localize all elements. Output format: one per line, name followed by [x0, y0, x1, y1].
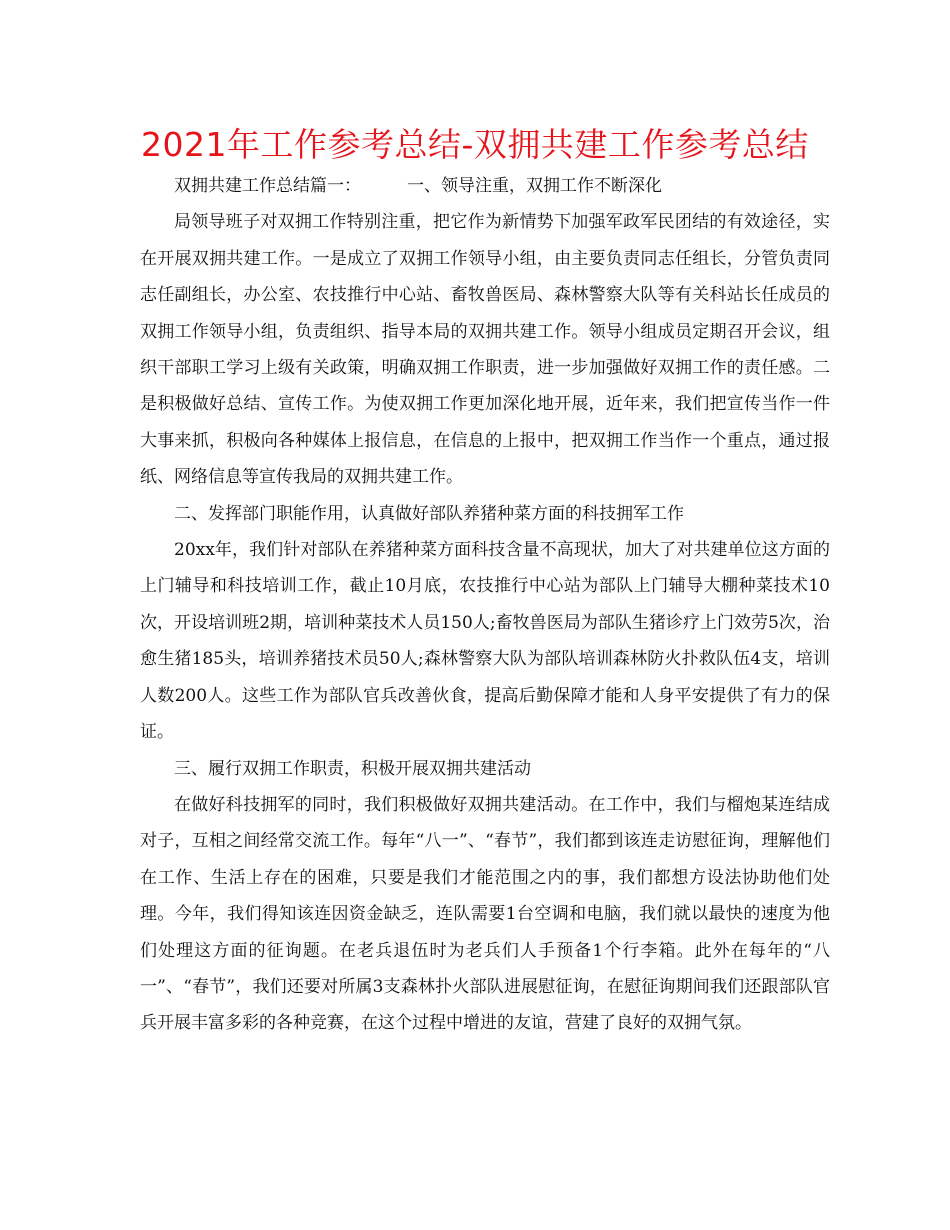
intro-lead: 双拥共建工作总结篇一：	[174, 176, 361, 196]
intro-line	[140, 168, 830, 204]
intro-heading: 一、领导注重，双拥工作不断深化	[407, 176, 662, 196]
document-title: 2021年工作参考总结-双拥共建工作参考总结	[141, 125, 809, 164]
paragraph-1: 局领导班子对双拥工作特别注重，把它作为新情势下加强军政军民团结的有效途径，实在开展双拥共建工作。一是成立了双拥工作领导小组，由主要负责同志任组长，分管负责同志任副组长，办公室、农技推行中心站、畜牧兽医局、森林警察大队等有关科站长任成员的双拥工作领导小组，负责组织、指导本局的双拥共建工作。领导小组成员定期召开会议，组织干部职工学习上级有关政策，明确双拥工作职责，进一步加强做好双拥工作的责任感。二是积极做好总结、宣传工作。为使双拥工作更加深化地开展，近年来，我们把宣传当作一件大事来抓，积极向各种媒体上报信息，在信息的上报中，把双拥工作当作一个重点，通过报纸、网络信息等宣传我局的双拥共建工作。	[140, 212, 830, 488]
document-body	[140, 168, 830, 1042]
section-heading-3: 三、履行双拥工作职责，积极开展双拥共建活动	[174, 758, 531, 779]
paragraph-3: 在做好科技拥军的同时，我们积极做好双拥共建活动。在工作中，我们与榴炮某连结成对子，互相之间经常交流工作。每年“八一”、“春节”，我们都到该连走访慰征询，理解他们在工作、生活上存在的困难，只要是我们才能范围之内的事，我们都想方设法协助他们处理。今年，我们得知该连因资金缺乏，连队需要1台空调和电脑，我们就以最快的速度为他们处理这方面的征询题。在老兵退伍时为老兵们人手预备1个行李箱。此外在每年的“八一”、“春节”，我们还要对所属3支森林扑火部队进展慰征询，在慰征询期间我们还跟部队官兵开展丰富多彩的各种竞赛，在这个过程中增进的友谊，营建了良好的双拥气氛。	[140, 794, 830, 1034]
section-heading-2: 二、发挥部门职能作用，认真做好部队养猪种菜方面的科技拥军工作	[174, 503, 684, 524]
paragraph-2: 20xx年，我们针对部队在养猪种菜方面科技含量不高现状，加大了对共建单位这方面的上门辅导和科技培训工作，截止10月底，农技推行中心站为部队上门辅导大棚种菜技术10次，开设培训班2期，培训种菜技术人员150人;畜牧兽医局为部队生猪诊疗上门效劳5次，治愈生猪185头，培训养猪技术员50人;森林警察大队为部队培训森林防火扑救队伍4支，培训人数200人。这些工作为部队官兵改善伙食，提高后勤保障才能和人身平安提供了有力的保证。	[140, 540, 830, 743]
